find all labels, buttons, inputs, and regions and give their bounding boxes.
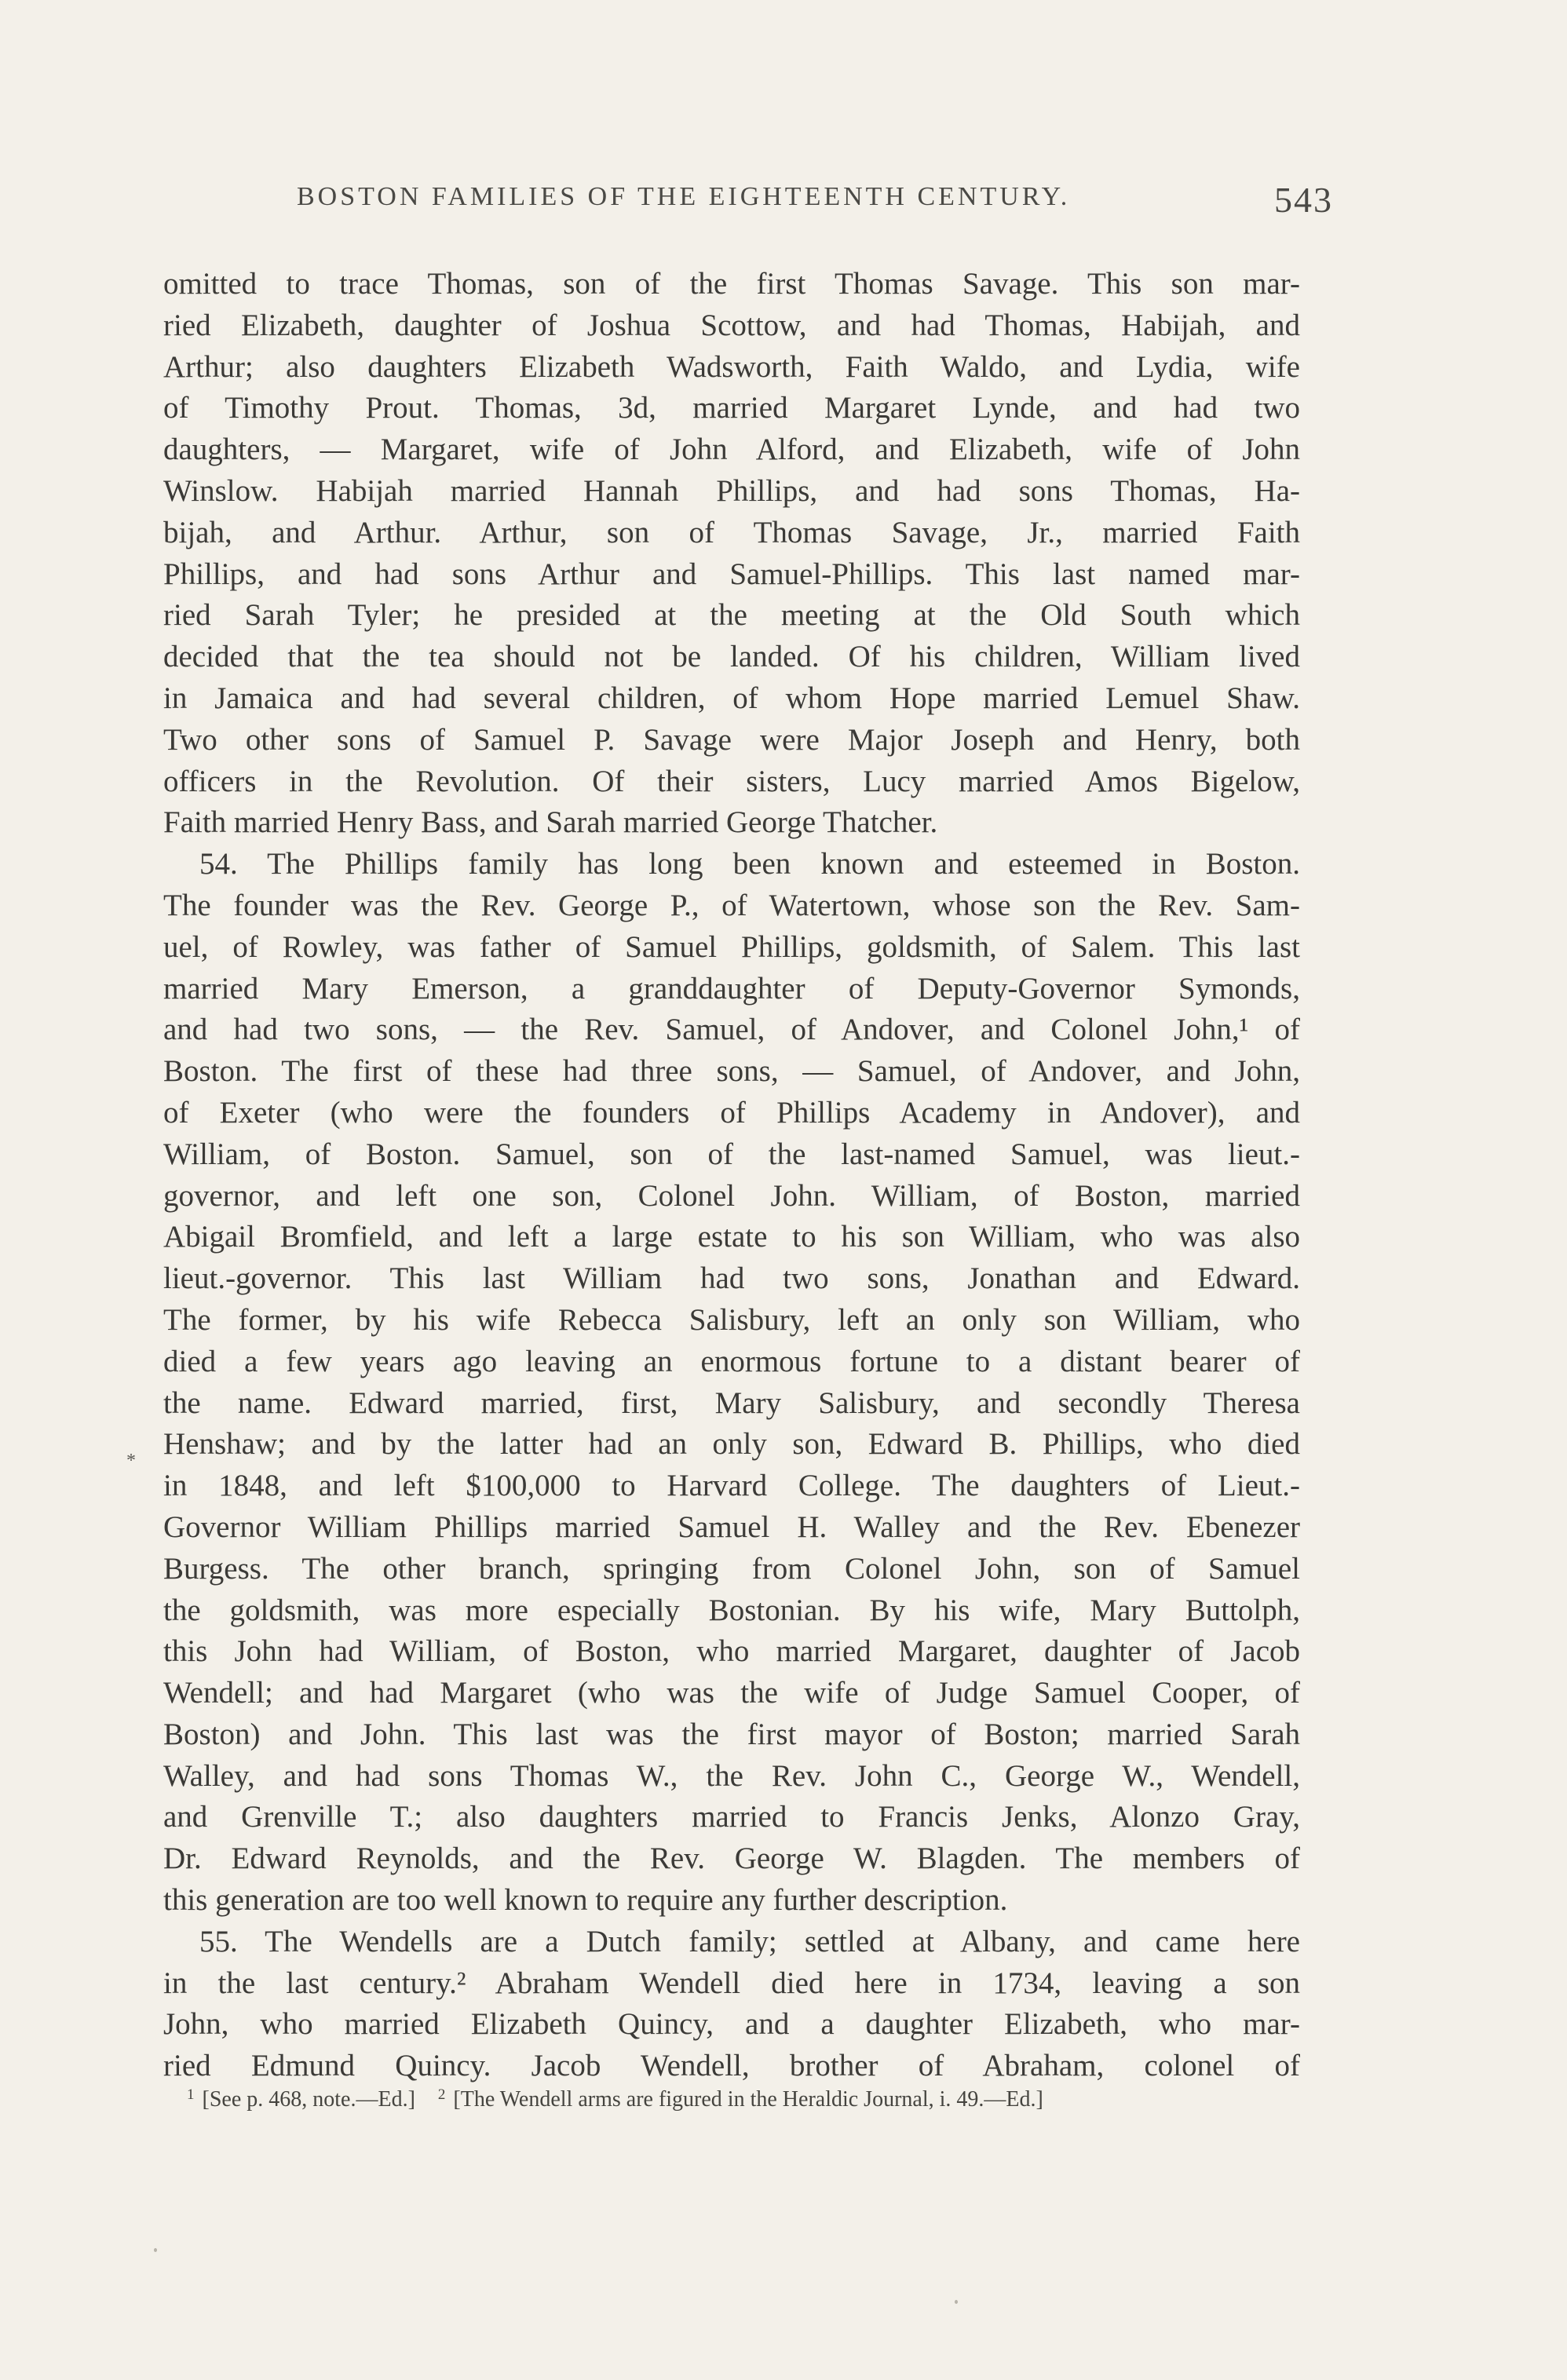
footnotes xyxy=(187,2086,1317,2112)
text-line: John, who married Elizabeth Quincy, and a daughter Elizabeth, who mar- xyxy=(163,2007,1300,2042)
text-line: decided that the tea should not be landed. Of his children, William lived xyxy=(163,640,1300,674)
text-line: in 1848, and left $100,000 to Harvard College. The daughters of Lieut.- xyxy=(163,1469,1300,1503)
text-line: and had two sons, — the Rev. Samuel, of Andover, and Colonel John,¹ of xyxy=(163,1013,1300,1047)
text-line: ried Sarah Tyler; he presided at the meeting at the Old South which xyxy=(163,598,1300,633)
text-line: Boston. The first of these had three sons, — Samuel, of Andover, and John, xyxy=(163,1054,1300,1089)
text-line: Burgess. The other branch, springing from Colonel John, son of Samuel xyxy=(163,1551,1300,1586)
text-line: Henshaw; and by the latter had an only son, Edward B. Phillips, who died xyxy=(163,1427,1300,1462)
text-line: omitted to trace Thomas, son of the first Thomas Savage. This son mar- xyxy=(163,267,1300,301)
text-line: The former, by his wife Rebecca Salisbury, left an only son William, who xyxy=(163,1302,1300,1337)
paper-speck xyxy=(955,2300,958,2304)
text-line: ried Elizabeth, daughter of Joshua Scottow, and had Thomas, Habijah, and xyxy=(163,308,1300,342)
text-line-paragraph-55: 55. The Wendells are a Dutch family; settled at Albany, and came here xyxy=(199,1924,1300,1958)
text-line: married Mary Emerson, a granddaughter of Deputy-Governor Symonds, xyxy=(163,971,1300,1006)
page-number: 543 xyxy=(1274,180,1333,220)
margin-mark: * xyxy=(126,1451,136,1471)
text-line: the name. Edward married, first, Mary Salisbury, and secondly Theresa xyxy=(163,1385,1300,1420)
running-head-title: BOSTON FAMILIES OF THE EIGHTEENTH CENTURY. xyxy=(297,182,1071,211)
footnote-1-marker: 1 xyxy=(187,2086,195,2103)
footnote-2-marker: 2 xyxy=(437,2086,446,2103)
text-line: Wendell; and had Margaret (who was the wife of Judge Samuel Cooper, of xyxy=(163,1676,1300,1710)
running-head xyxy=(297,182,1333,229)
text-line: Arthur; also daughters Elizabeth Wadsworth, Faith Waldo, and Lydia, wife xyxy=(163,349,1300,384)
text-line: Dr. Edward Reynolds, and the Rev. George W. Blagden. The members of xyxy=(163,1842,1300,1876)
text-line: Winslow. Habijah married Hannah Phillips, and had sons Thomas, Ha- xyxy=(163,473,1300,508)
footnote-2-text: [The Wendell arms are figured in the Heraldic Journal, i. 49.—Ed.] xyxy=(453,2087,1043,2112)
text-line: of Timothy Prout. Thomas, 3d, married Margaret Lynde, and had two xyxy=(163,391,1300,425)
text-line: Two other sons of Samuel P. Savage were Major Joseph and Henry, both xyxy=(163,722,1300,757)
text-line: of Exeter (who were the founders of Phillips Academy in Andover), and xyxy=(163,1095,1300,1130)
text-line: officers in the Revolution. Of their sisters, Lucy married Amos Bigelow, xyxy=(163,764,1300,798)
text-line-paragraph-54: 54. The Phillips family has long been known and esteemed in Boston. xyxy=(199,847,1300,882)
text-line: in Jamaica and had several children, of whom Hope married Lemuel Shaw. xyxy=(163,681,1300,715)
text-line: uel, of Rowley, was father of Samuel Phillips, goldsmith, of Salem. This last xyxy=(163,929,1300,964)
text-line: Phillips, and had sons Arthur and Samuel-Phillips. This last named mar- xyxy=(163,557,1300,591)
text-line: The founder was the Rev. George P., of Watertown, whose son the Rev. Sam- xyxy=(163,888,1300,922)
text-line: the goldsmith, was more especially Bostonian. By his wife, Mary Buttolph, xyxy=(163,1593,1300,1627)
text-line: and Grenville T.; also daughters married to Francis Jenks, Alonzo Gray, xyxy=(163,1800,1300,1834)
text-line: bijah, and Arthur. Arthur, son of Thomas Savage, Jr., married Faith xyxy=(163,515,1300,549)
text-line: ried Edmund Quincy. Jacob Wendell, brother of Abraham, colonel of xyxy=(163,2049,1300,2083)
paper-speck xyxy=(154,2248,157,2252)
text-line: governor, and left one son, Colonel John. William, of Boston, married xyxy=(163,1178,1300,1213)
text-line: daughters, — Margaret, wife of John Alford, and Elizabeth, wife of John xyxy=(163,433,1300,467)
text-line: William, of Boston. Samuel, son of the last-named Samuel, was lieut.- xyxy=(163,1137,1300,1171)
text-line: this generation are too well known to require any further description. xyxy=(163,1883,1008,1918)
text-line: lieut.-governor. This last William had two sons, Jonathan and Edward. xyxy=(163,1261,1300,1296)
footnote-1-text: [See p. 468, note.—Ed.] xyxy=(202,2087,415,2112)
text-line: this John had William, of Boston, who married Margaret, daughter of Jacob xyxy=(163,1634,1300,1669)
text-line: died a few years ago leaving an enormous fortune to a distant bearer of xyxy=(163,1344,1300,1378)
text-line: Governor William Phillips married Samuel H. Walley and the Rev. Ebenezer xyxy=(163,1509,1300,1544)
body-text xyxy=(163,264,1300,2087)
text-line: Faith married Henry Bass, and Sarah married George Thatcher. xyxy=(163,805,938,840)
text-line: in the last century.² Abraham Wendell died here in 1734, leaving a son xyxy=(163,1966,1300,2000)
text-line: Boston) and John. This last was the first mayor of Boston; married Sarah xyxy=(163,1717,1300,1751)
text-line: Walley, and had sons Thomas W., the Rev. John C., George W., Wendell, xyxy=(163,1758,1300,1793)
text-line: Abigail Bromfield, and left a large estate to his son William, who was also xyxy=(163,1220,1300,1254)
